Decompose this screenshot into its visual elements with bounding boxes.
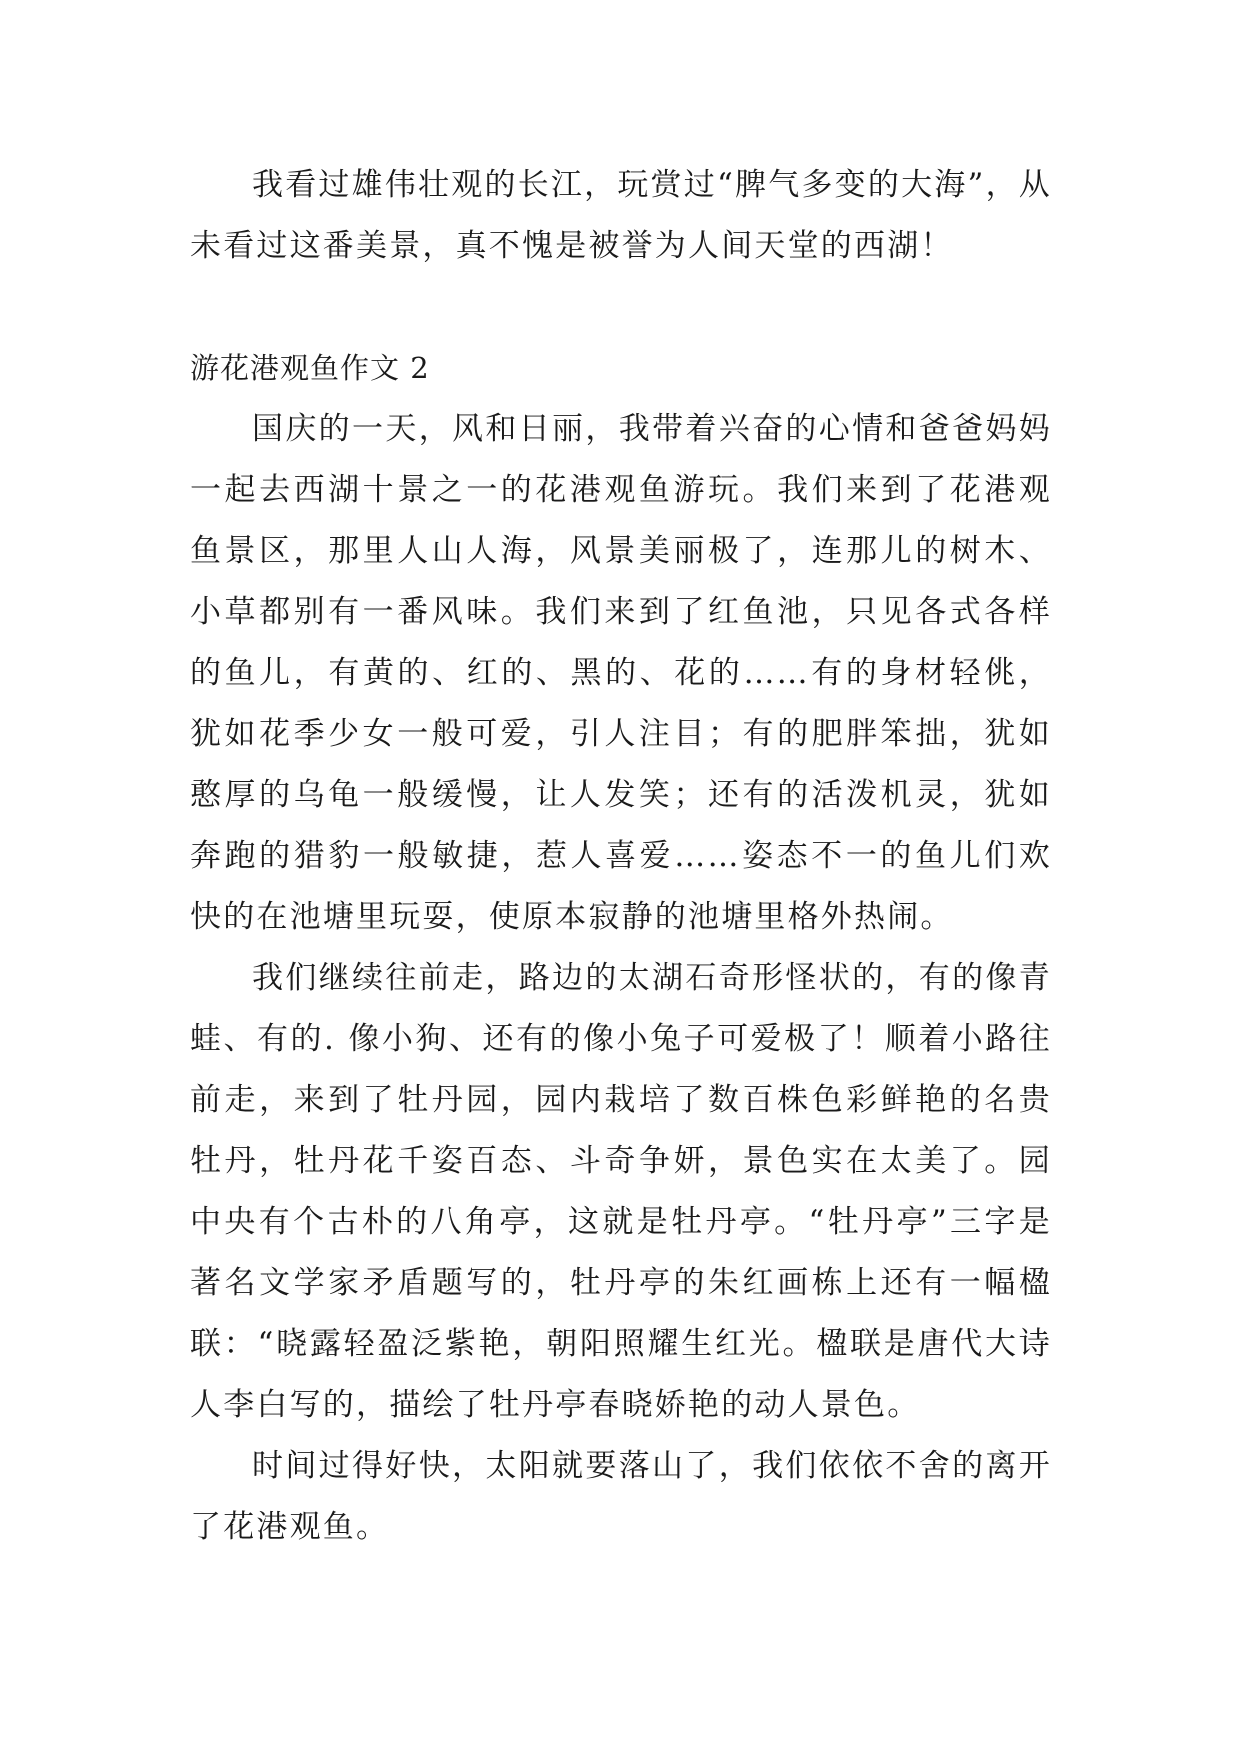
essay-heading: 游花港观鱼作文 2 [190, 351, 430, 385]
body-paragraph: 我们继续往前走，路边的太湖石奇形怪状的，有的像青蛙、有的. 像小狗、还有的像小兔子可爱极了！顺着小路往前走，来到了牡丹园，园内栽培了数百株色彩鲜艳的名贵牡丹，牡丹花千姿百态、斗奇争妍，景色实在太美了。园中央有个古朴的八角亭，这就是牡丹亭。“牡丹亭”三字是著名文学家矛盾题写的，牡丹亭的朱红画栋上还有一幅楹联：“晓露轻盈泛紫艳，朝阳照耀生红光。楹联是唐代大诗人李白写的，描绘了牡丹亭春晓娇艳的动人景色。 [190, 960, 1052, 1423]
document-page [190, 155, 1052, 1558]
body-paragraph: 国庆的一天，风和日丽，我带着兴奋的心情和爸爸妈妈一起去西湖十景之一的花港观鱼游玩。我们来到了花港观鱼景区，那里人山人海，风景美丽极了，连那儿的树木、小草都别有一番风味。我们来到了红鱼池，只见各式各样的鱼儿，有黄的、红的、黑的、花的……有的身材轻佻，犹如花季少女一般可爱，引人注目；有的肥胖笨拙，犹如憨厚的乌龟一般缓慢，让人发笑；还有的活泼机灵，犹如奔跑的猎豹一般敏捷，惹人喜爱……姿态不一的鱼儿们欢快的在池塘里玩耍，使原本寂静的池塘里格外热闹。 [190, 411, 1052, 935]
intro-paragraph: 我看过雄伟壮观的长江，玩赏过“脾气多变的大海”，从未看过这番美景，真不愧是被誉为人间天堂的西湖！ [190, 167, 1052, 264]
body-paragraph: 时间过得好快，太阳就要落山了，我们依依不舍的离开了花港观鱼。 [190, 1448, 1052, 1545]
